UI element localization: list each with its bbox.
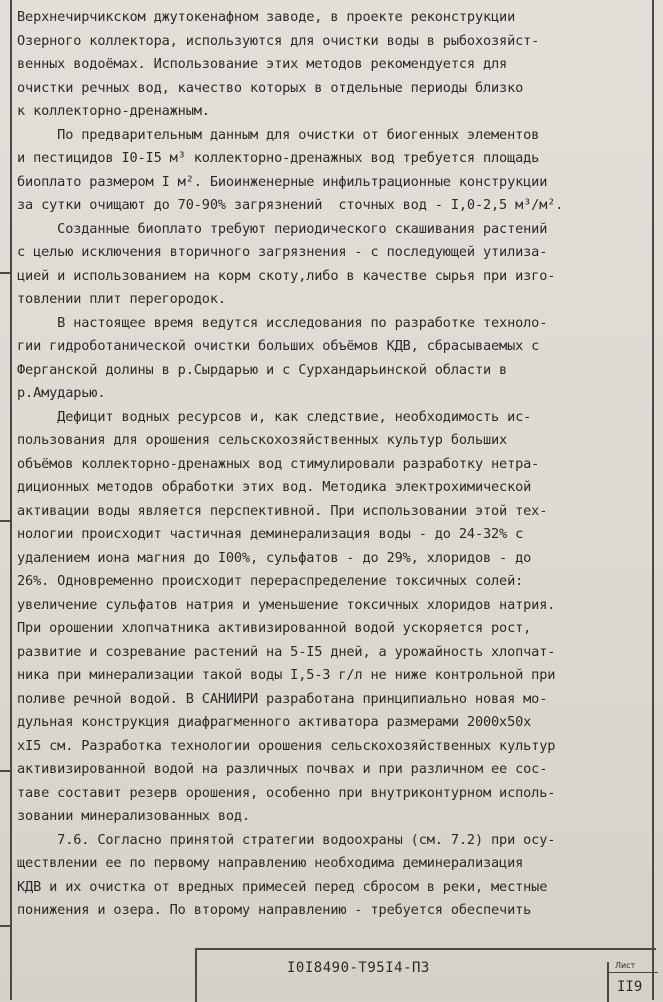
text-line: поливе речной водой. В САНИИРИ разработана принципиально новая мо- <box>17 690 548 707</box>
text-line: товлении плит перегородок. <box>17 291 226 307</box>
text-line: ществлении ее по первому направлению необходима деминерализация <box>17 855 524 871</box>
text-line: увеличение сульфатов натрия и уменьшение токсичных хлоридов натрия. <box>17 596 556 613</box>
text-line: гии гидроботанической очистки больших объёмов КДВ, сбрасываемых с <box>17 338 540 354</box>
text-line: понижения и озера. По второму направлению - требуется обеспечить <box>17 902 532 918</box>
text-line: Озерного коллектора, используются для очистки воды в рыбохозяйст- <box>17 32 540 49</box>
body-text <box>17 6 647 923</box>
text-line: за сутки очищают до 70-90% загрязнений сточных вод - I,0-2,5 м³/м². <box>17 197 564 213</box>
text-line: зовании минерализованных вод. <box>17 808 250 824</box>
text-line: цией и использованием на корм скоту,либо в качестве сырья при изго- <box>17 267 556 284</box>
text-line: биоплато размером I м². Биоинженерные инфильтрационные конструкции <box>17 173 548 190</box>
text-line: удалением иона магния до I00%, сульфатов - до 29%, хлоридов - до <box>17 549 532 566</box>
text-line: ника при минерализации такой воды I,5-3 г/л не ниже контрольной при <box>17 667 556 683</box>
sheet-divider <box>609 972 658 973</box>
text-line: к коллекторно-дренажным. <box>17 103 210 119</box>
title-block <box>195 948 656 1002</box>
text-line: Созданные биоплато требуют периодического скашивания растений <box>17 220 548 237</box>
text-line: Верхнечирчикском джутокенафном заводе, в проекте реконструкции <box>17 9 516 25</box>
right-frame-line <box>652 0 654 1000</box>
text-line: венных водоёмах. Использование этих методов рекомендуется для <box>17 56 508 72</box>
frame-tick-mark <box>0 520 12 522</box>
sheet-number: II9 <box>617 979 643 995</box>
sheet-label: Лист <box>615 961 636 970</box>
document-code: I0I8490-Т95I4-ПЗ <box>287 960 430 976</box>
sheet-number-box <box>607 962 658 1002</box>
text-line: При орошении хлопчатника активизированной водой ускоряется рост, <box>17 620 532 636</box>
text-line: с целью исключения вторичного загрязнения - с последующей утилиза- <box>17 244 548 260</box>
text-line: диционных методов обработки этих вод. Методика электрохимической <box>17 479 532 495</box>
text-line: развитие и созревание растений на 5-I5 дней, а урожайность хлопчат- <box>17 643 556 660</box>
left-frame-line <box>10 0 12 1000</box>
text-line: В настоящее время ведутся исследования по разработке техноло- <box>17 314 548 331</box>
text-line: 7.6. Согласно принятой стратегии водоохраны (см. 7.2) при осу- <box>17 831 556 848</box>
text-line: активации воды является перспективной. При использовании этой тех- <box>17 502 548 519</box>
text-line: и пестицидов I0-I5 м³ коллекторно-дренажных вод требуется площадь <box>17 150 540 166</box>
frame-tick-mark <box>0 272 12 274</box>
text-line: КДВ и их очистка от вредных примесей перед сбросом в реки, местные <box>17 878 548 895</box>
text-line: объёмов коллекторно-дренажных вод стимулировали разработку нетра- <box>17 455 540 472</box>
text-line: таве составит резерв орошения, особенно при внутриконтурном исполь- <box>17 784 556 801</box>
text-line: дульная конструкция диафрагменного активатора размерами 2000х50х <box>17 714 532 730</box>
text-line: xI5 см. Разработка технологии орошения сельскохозяйственных культур <box>17 737 556 754</box>
text-line: По предварительным данным для очистки от биогенных элементов <box>17 126 540 143</box>
text-line: р.Амударью. <box>17 385 106 401</box>
text-line: Дефицит водных ресурсов и, как следствие, необходимость ис- <box>17 408 532 425</box>
text-line: пользования для орошения сельскохозяйственных культур больших <box>17 432 508 448</box>
frame-tick-mark <box>0 770 12 772</box>
text-line: очистки речных вод, качество которых в отдельные периоды близко <box>17 79 524 96</box>
text-line: 26%. Одновременно происходит перераспределение токсичных солей: <box>17 573 524 589</box>
text-line: нологии происходит частичная деминерализация воды - до 24-32% с <box>17 526 524 542</box>
text-line: Ферганской долины в р.Сырдарью и с Сурхандарьинской области в <box>17 361 508 378</box>
text-line: активизированной водой на различных почвах и при различном ее сос- <box>17 761 548 777</box>
frame-tick-mark <box>0 925 12 927</box>
